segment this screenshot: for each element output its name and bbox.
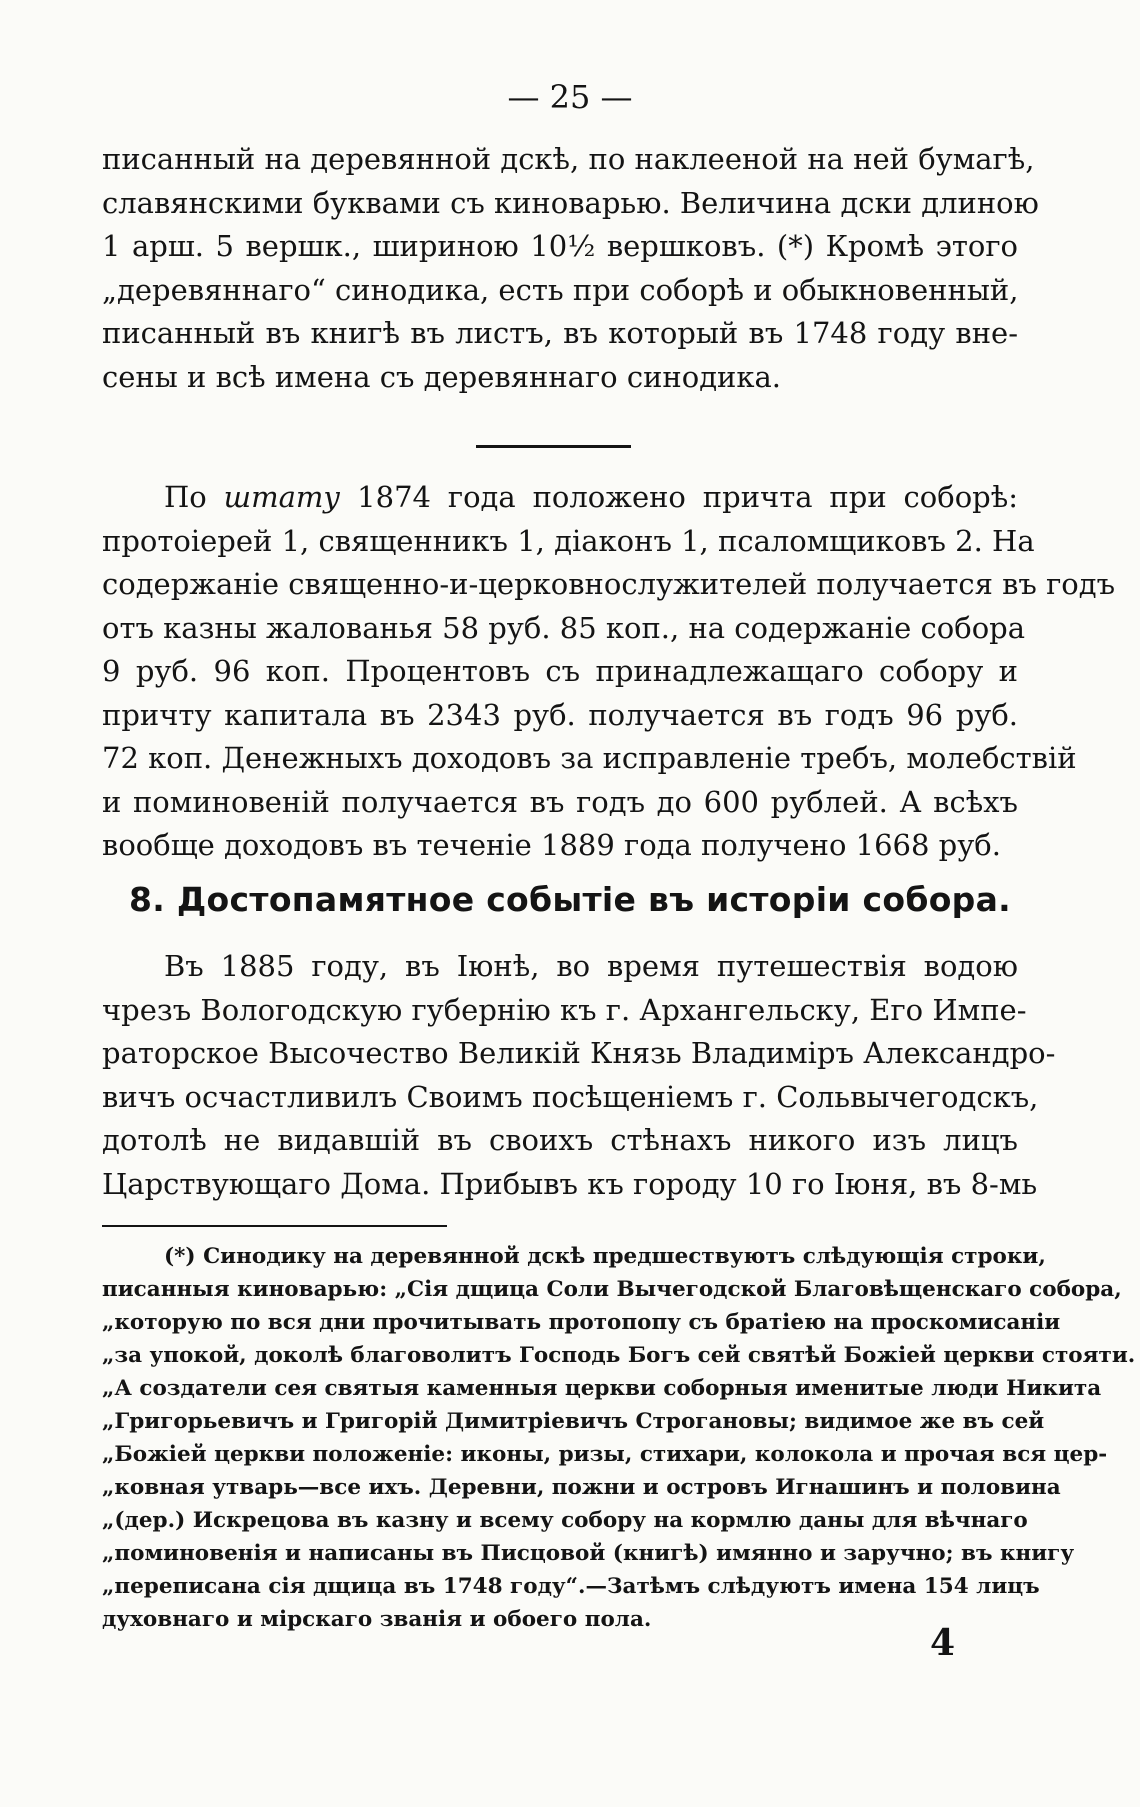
staff-paragraph [102,476,1116,868]
text-line: протоіерей 1, священникъ 1, діаконъ 1, псаломщиковъ 2. На [102,523,1035,558]
text-fragment: По [164,480,224,514]
text-line: Въ 1885 году, въ Іюнѣ, во время путешествія водою [164,949,1018,983]
footnote-line: духовнаго и мірскаго званія и обоего пола. [102,1607,652,1632]
text-line: 72 коп. Денежныхъ доходовъ за исправленіе требъ, молебствій [102,741,1077,775]
footnote-line: писанныя киноварью: „Сія дщица Соли Вычегодской Благовѣщенскаго собора, [102,1277,1122,1302]
section-heading: 8. Достопамятное событіе въ исторіи собора. [128,880,1011,919]
footnote-line: „(дер.) Искрецова въ казну и всему собору на кормлю даны для вѣчнаго [102,1508,1028,1533]
text-line: славянскими буквами съ киноварью. Величина дски длиною [102,185,1039,220]
text-line: вичъ осчастливилъ Своимъ посѣщеніемъ г. Сольвычегодскъ, [102,1079,1039,1114]
footnote-line: „которую по вся дни прочитывать протопопу съ братіею на проскомисаніи [102,1310,1061,1335]
footnote-line: „поминовенія и написаны въ Писцовой (книгѣ) имянно и заручно; въ книгу [102,1541,1075,1566]
text-line: содержаніе священно-и-церковнослужителей получается въ годъ [102,567,1116,601]
footnote-divider [102,1225,447,1227]
footnote [102,1240,1136,1636]
text-line: Царствующаго Дома. Прибывъ къ городу 10 го Іюня, въ 8-мь [102,1166,1038,1201]
text-line: и поминовеній получается въ годъ до 600 рублей. А всѣхъ [102,784,1018,819]
text-line: 1 арш. 5 вершк., шириною 10½ вершковъ. (*) Кромѣ этого [102,229,1018,263]
event-paragraph [102,945,1056,1206]
footnote-line: „за упокой, доколѣ благоволитъ Господь Богъ сей святѣй Божіей церкви стояти. [102,1343,1136,1368]
text-line: 9 руб. 96 коп. Процентовъ съ принадлежащаго собору и [102,654,1018,688]
text-line: писанный на деревянной дскѣ, по наклееной на ней бумагѣ, [102,142,1035,176]
text-line: отъ казны жалованья 58 руб. 85 коп., на содержаніе собора [102,610,1026,645]
text-line: причту капитала въ 2343 руб. получается въ годъ 96 руб. [102,697,1018,732]
footnote-line: „Григорьевичъ и Григорій Димитріевичъ Строгановы; видимое же въ сей [102,1409,1045,1434]
italic-word: штату [223,480,341,514]
footnote-line: „ковная утварь—все ихъ. Деревни, пожни и островъ Игнашинъ и половина [102,1475,1061,1500]
signature-mark: 4 [930,1622,956,1664]
text-fragment: 1874 года положено причта при соборѣ: [340,480,1019,514]
footnote-line: „переписана сія дщица въ 1748 году“.—Затѣмъ слѣдуютъ имена 154 лицъ [102,1574,1040,1599]
text-line: сены и всѣ имена съ деревяннаго синодика. [102,359,782,394]
section-divider [476,445,631,448]
text-line: вообще доходовъ въ теченіе 1889 года получено 1668 руб. [102,828,1001,862]
top-paragraph [102,138,1039,399]
text-line: „деревяннаго“ синодика, есть при соборѣ и обыкновенный, [102,272,1019,307]
text-line: дотолѣ не видавшій въ своихъ стѣнахъ никого изъ лицъ [102,1123,1018,1157]
page-number: — 25 — [507,78,633,116]
text-line: чрезъ Вологодскую губернію къ г. Архангельску, Его Импе- [102,992,1027,1027]
footnote-line: „А создатели сея святыя каменныя церкви соборныя именитые люди Никита [102,1376,1102,1401]
footnote-line: „Божіей церкви положеніе: иконы, ризы, стихари, колокола и прочая вся цер- [102,1442,1108,1467]
text-line: раторское Высочество Великій Князь Владиміръ Александро- [102,1036,1056,1070]
text-line [102,476,1018,520]
text-line: писанный въ книгѣ въ листъ, въ который въ 1748 году вне- [102,316,1018,350]
footnote-line: (*) Синодику на деревянной дскѣ предшествуютъ слѣдующія строки, [164,1244,1046,1269]
